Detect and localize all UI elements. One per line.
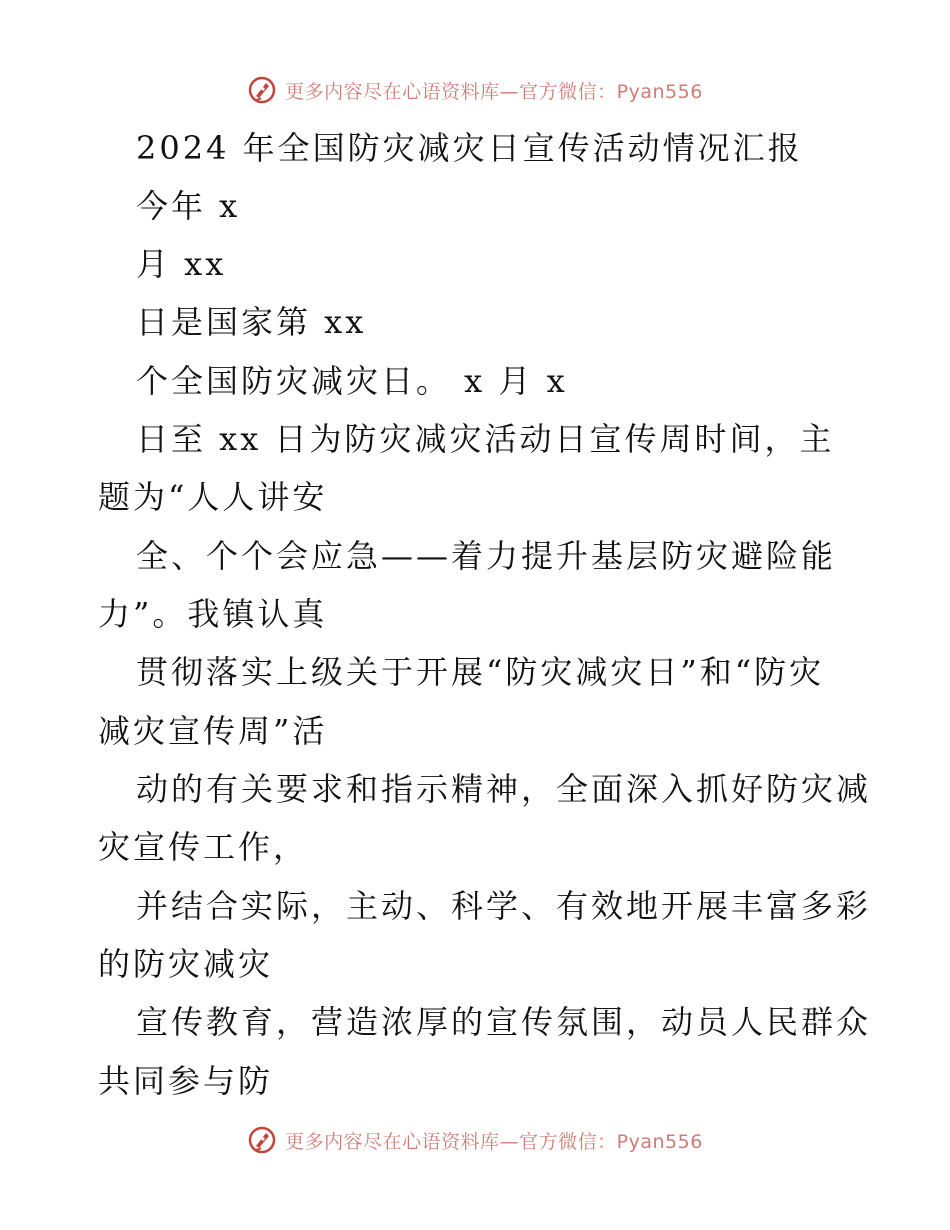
pen-nib-logo-icon [247,1125,277,1155]
paragraph-line: 今年 x [136,187,241,225]
paragraph-line: 贯彻落实上级关于开展“防灾减灾日”和“防灾 [136,653,825,691]
paragraph-line: 灾宣传工作， [98,828,309,866]
paragraph-line: 月 xx [136,245,227,283]
paragraph-line: 宣传教育，营造浓厚的宣传氛围，动员人民群众 [136,1003,872,1041]
document-title: 2024 年全国防灾减灾日宣传活动情况汇报 [136,129,803,167]
footer-watermark-banner [0,1120,950,1160]
paragraph-line: 减灾宣传周”活 [98,712,328,750]
header-watermark-text: 更多内容尽在心语资料库—官方微信：Pyan556 [285,80,703,103]
paragraph-line: 共同参与防 [98,1062,274,1100]
paragraph-line: 动的有关要求和指示精神，全面深入抓好防灾减 [136,770,872,808]
paragraph-line: 个全国防灾减灾日。 x 月 x [136,362,568,400]
paragraph-line: 全、个个会应急——着力提升基层防灾避险能 [136,537,837,575]
paragraph-line: 日至 xx 日为防灾减灾活动日宣传周时间，主 [136,420,835,458]
paragraph-line: 并结合实际，主动、科学、有效地开展丰富多彩 [136,887,872,925]
paragraph-line: 日是国家第 xx [136,303,367,341]
paragraph-line: 力”。我镇认真 [98,595,328,633]
paragraph-line: 题为“人人讲安 [98,478,328,516]
pen-nib-logo-icon [247,75,277,105]
paragraph-line: 的防灾减灾 [98,945,274,983]
header-watermark-banner [0,70,950,110]
footer-watermark-text: 更多内容尽在心语资料库—官方微信：Pyan556 [285,1130,703,1153]
